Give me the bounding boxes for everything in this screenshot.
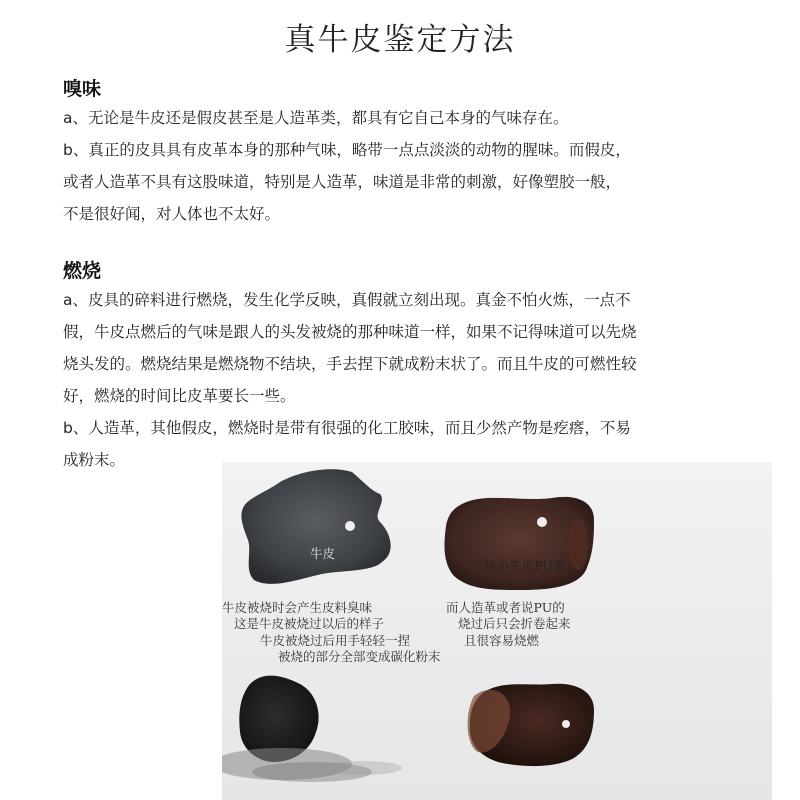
caption-left-line: 牛皮被烧过后用手轻轻一捏 (260, 633, 411, 648)
section-burn (63, 258, 763, 476)
smell-line: b、真正的皮具具有皮革本身的那种气味，略带一点点淡淡的动物的腥味。而假皮， (63, 141, 631, 159)
caption-left-line: 被烧的部分全部变成碳化粉末 (278, 649, 441, 664)
caption-left-line: 牛皮被烧时会产生皮料臭味 (222, 600, 373, 615)
leather-label: 牛皮 (310, 546, 336, 561)
burn-line: 烧头发的。燃烧结果是燃烧物不结块，手去捏下就成粉末状了。而且牛皮的可燃性较 (63, 355, 637, 373)
smell-line: a、无论是牛皮还是假皮甚至是人造革类，都具有它自己本身的气味存在。 (63, 109, 569, 127)
pu-label: 仿小牛皮PU革 (484, 558, 566, 573)
burn-line: 成粉末。 (63, 451, 126, 469)
burn-line: a、皮具的碎料进行燃烧，发生化学反映，真假就立刻出现。真金不怕火炼，一点不 (63, 291, 631, 309)
caption-right-line: 烧过后只会折卷起来 (458, 616, 571, 631)
section-smell (63, 76, 763, 230)
burn-line: b、人造革，其他假皮，燃烧时是带有很强的化工胶味，而且少然产物是疙瘩，不易 (63, 419, 631, 437)
caption-right-line: 而人造革或者说PU的 (446, 600, 565, 615)
burn-test-photo (222, 462, 772, 800)
page-title: 真牛皮鉴定方法 (284, 22, 516, 58)
burned-leather-piece (222, 676, 402, 782)
pu-leather-piece (444, 497, 594, 590)
section-heading-smell: 嗅味 (63, 78, 102, 100)
caption-right-line: 且很容易烧燃 (464, 633, 540, 648)
leather-piece (241, 469, 390, 584)
burn-line: 好，燃烧的时间比皮革要长一些。 (63, 387, 296, 405)
burned-pu-piece (468, 684, 594, 766)
section-heading-burn: 燃烧 (63, 260, 102, 282)
smell-line: 或者人造革不具有这股味道，特别是人造革，味道是非常的刺激，好像塑胶一般， (63, 173, 622, 191)
smell-line: 不是很好闻，对人体也不太好。 (63, 205, 281, 223)
caption-left-line: 这是牛皮被烧过以后的样子 (234, 616, 385, 631)
burn-line: 假，牛皮点燃后的气味是跟人的头发被烧的那种味道一样，如果不记得味道可以先烧 (63, 323, 637, 341)
